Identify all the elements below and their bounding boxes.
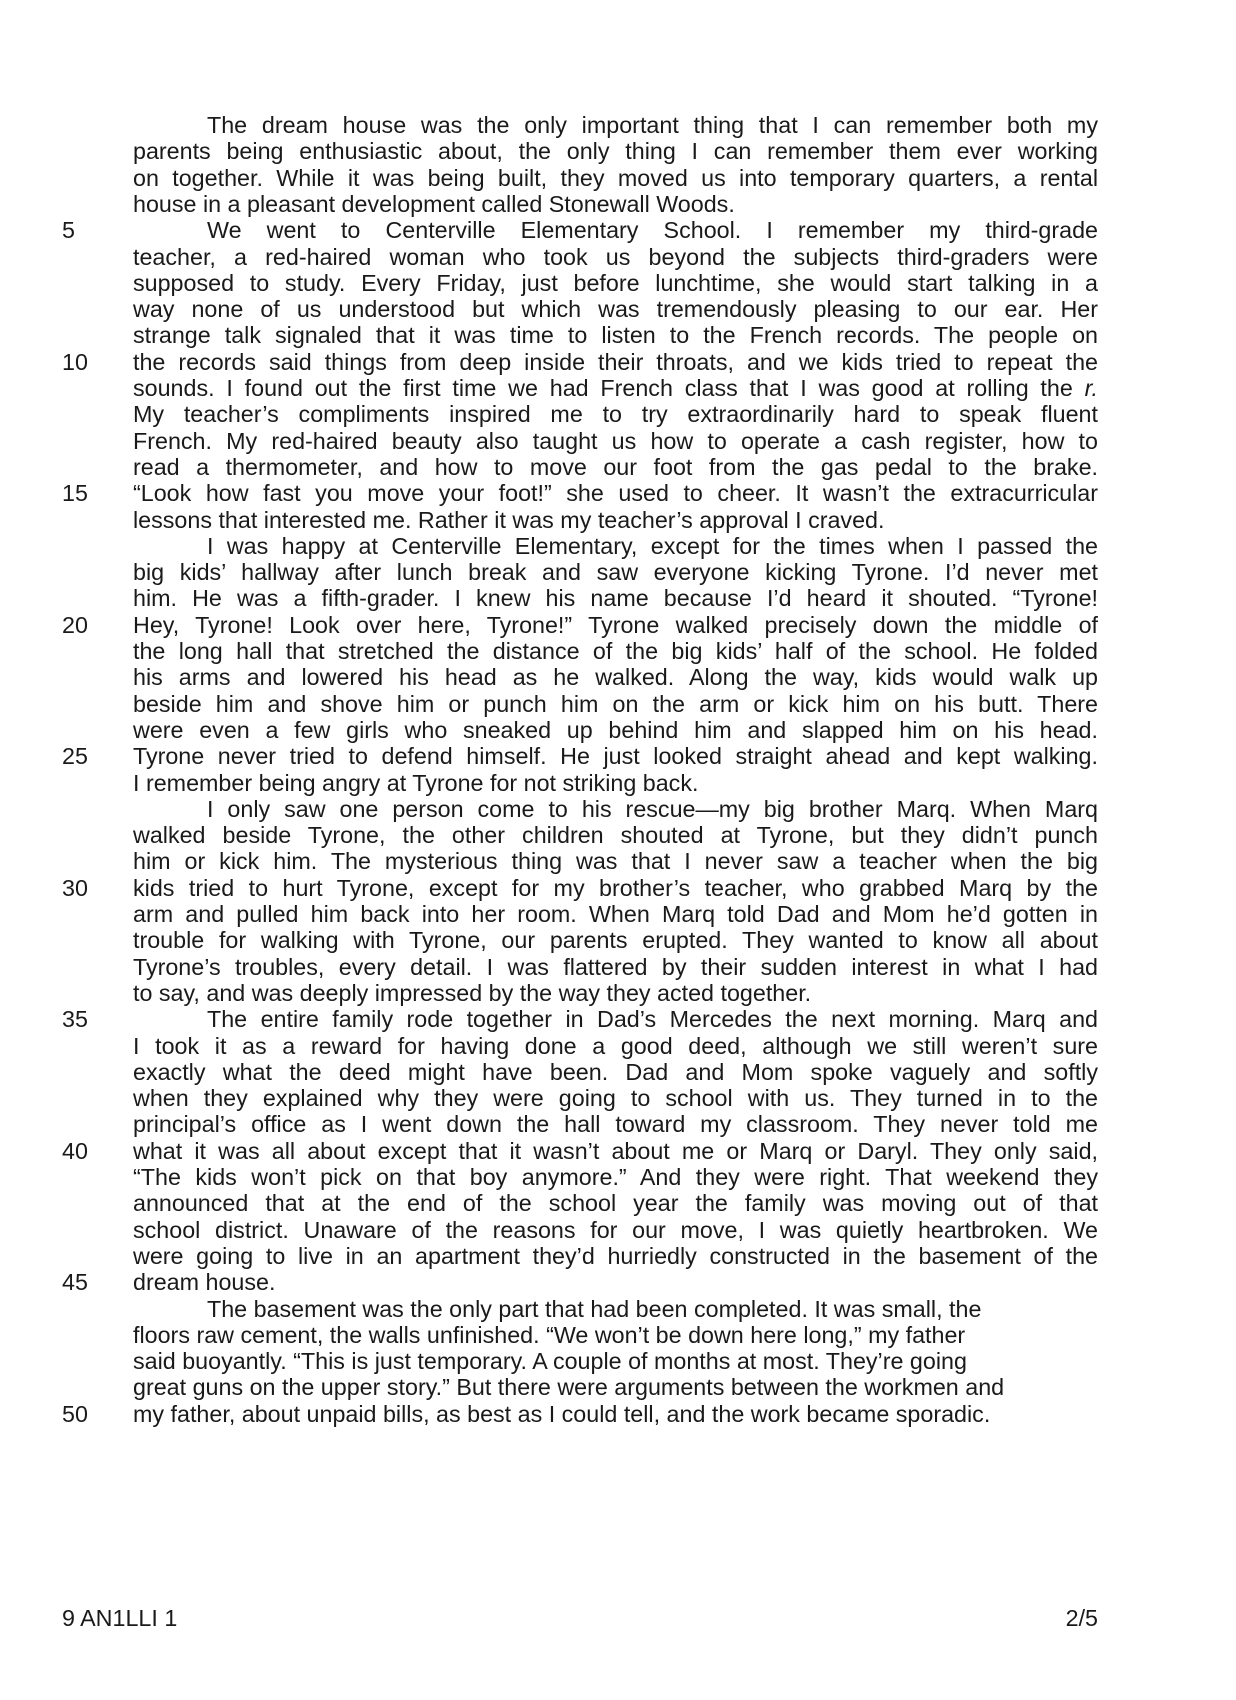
passage-line xyxy=(207,111,1098,140)
passage-line xyxy=(133,979,1098,1008)
passage-line-text: parents being enthusiastic about, the only thing I can remember them ever working xyxy=(133,138,1098,165)
passage-line-text: trouble for walking with Tyrone, our parents erupted. They wanted to know all about xyxy=(133,927,1098,954)
passage-line-text: exactly what the deed might have been. Dad and Mom spoke vaguely and softly xyxy=(133,1058,1098,1085)
passage-line-text: house in a pleasant development called Stonewall Woods. xyxy=(133,190,735,217)
passage-line xyxy=(207,532,1098,561)
line-number: 5 xyxy=(62,217,75,244)
passage-line-text: arm and pulled him back into her room. When Marq told Dad and Mom he’d gotten in xyxy=(133,901,1098,927)
passage-line xyxy=(133,1347,1098,1376)
passage-line-text: “The kids won’t pick on that boy anymore.” And they were right. That weekend they xyxy=(133,1164,1098,1190)
passage-line-text: floors raw cement, the walls unfinished. “We won’t be down here long,” my father xyxy=(133,1321,966,1348)
passage-line xyxy=(207,1295,1098,1324)
italic-letter: r. xyxy=(1084,375,1098,401)
passage-line xyxy=(133,558,1098,587)
passage-line-text: great guns on the upper story.” But there were arguments between the workmen and xyxy=(133,1374,1005,1401)
passage-line xyxy=(133,479,1098,508)
passage-line xyxy=(133,1058,1098,1087)
passage-line xyxy=(133,821,1098,850)
passage-line-text: The entire family rode together in Dad’s Mercedes the next morning. Marq and xyxy=(207,1006,1098,1033)
passage-line-text: sounds. I found out the first time we had French class that I was good at rolling the xyxy=(133,375,1073,401)
passage-line xyxy=(133,926,1098,955)
line-number: 20 xyxy=(62,611,88,638)
passage-line-text: The basement was the only part that had been completed. It was small, the xyxy=(207,1295,982,1322)
passage-line xyxy=(133,1189,1098,1218)
line-number: 50 xyxy=(62,1400,88,1427)
passage-line-text: Tyrone never tried to defend himself. He just looked straight ahead and kept walking. xyxy=(133,743,1098,770)
passage-line-text: Hey, Tyrone! Look over here, Tyrone!” Tyrone walked precisely down the middle of xyxy=(133,611,1098,638)
passage-line-text: supposed to study. Every Friday, just before lunchtime, she would start talking in a xyxy=(133,269,1098,296)
passage-line xyxy=(133,637,1098,666)
passage-line xyxy=(133,847,1098,876)
passage-line-text: the records said things from deep inside their throats, and we kids tried to repeat the xyxy=(133,348,1098,375)
passage-line xyxy=(133,400,1098,429)
passage-line xyxy=(133,243,1098,272)
passage-line xyxy=(133,1110,1098,1139)
passage-line xyxy=(133,190,1098,219)
passage-line-text: I was happy at Centerville Elementary, except for the times when I passed the xyxy=(207,532,1098,559)
passage-line-text: I only saw one person come to his rescue—my big brother Marq. When Marq xyxy=(207,795,1098,822)
line-number: 15 xyxy=(62,480,88,507)
passage-line xyxy=(207,1005,1098,1034)
passage-line-text: walked beside Tyrone, the other children shouted at Tyrone, but they didn’t punch xyxy=(133,822,1098,849)
passage-line-text: strange talk signaled that it was time to listen to the French records. The people on xyxy=(133,322,1098,349)
passage-line xyxy=(133,453,1098,482)
passage-line-text: beside him and shove him or punch him on the arm or kick him on his butt. There xyxy=(133,690,1098,717)
passage-line-text: dream house. xyxy=(133,1269,276,1296)
passage-line xyxy=(133,953,1098,982)
footer-code: 9 AN1LLI 1 xyxy=(62,1605,178,1631)
passage-line-text: I remember being angry at Tyrone for not striking back. xyxy=(133,769,699,796)
passage-line xyxy=(133,1163,1098,1192)
passage-line-text: principal’s office as I went down the hall toward my classroom. They never told me xyxy=(133,1111,1098,1138)
passage-line-text: teacher, a red-haired woman who took us beyond the subjects third-graders were xyxy=(133,243,1098,270)
passage-line xyxy=(133,1373,1098,1402)
passage-line-text: said buoyantly. “This is just temporary. A couple of months at most. They’re going xyxy=(133,1348,967,1375)
passage-line-text: were even a few girls who sneaked up behind him and slapped him on his head. xyxy=(133,716,1098,743)
footer-page-number: 2/5 xyxy=(1065,1605,1098,1631)
passage-line-text: my father, about unpaid bills, as best as I could tell, and the work became sporadic. xyxy=(133,1400,991,1427)
passage-line-text: were going to live in an apartment they’d hurriedly constructed in the basement of the xyxy=(133,1242,1098,1269)
passage-line-text: on together. While it was being built, they moved us into temporary quarters, a rental xyxy=(133,164,1098,191)
passage-line-text: way none of us understood but which was tremendously pleasing to our ear. Her xyxy=(133,296,1098,323)
passage-line xyxy=(133,584,1098,613)
passage-line xyxy=(133,663,1098,692)
passage-line xyxy=(133,1137,1098,1166)
line-number: 25 xyxy=(62,743,88,770)
passage-line-text: My teacher’s compliments inspired me to try extraordinarily hard to speak fluent xyxy=(133,401,1098,428)
passage-line xyxy=(133,295,1098,324)
passage-line xyxy=(133,1216,1098,1245)
passage-line xyxy=(133,1242,1098,1271)
passage-line-text: big kids’ hallway after lunch break and saw everyone kicking Tyrone. I’d never met xyxy=(133,559,1098,586)
passage-line xyxy=(133,1032,1098,1061)
passage-line xyxy=(133,1400,1098,1429)
passage-line xyxy=(133,611,1098,640)
passage-line xyxy=(133,164,1098,193)
passage-line-text: him. He was a fifth-grader. I knew his name because I’d heard it shouted. “Tyrone! xyxy=(133,585,1098,612)
passage-line-text: what it was all about except that it wasn’t about me or Marq or Daryl. They only said, xyxy=(133,1137,1098,1164)
passage-line xyxy=(133,374,1098,403)
line-number: 35 xyxy=(62,1006,88,1033)
line-number: 30 xyxy=(62,874,88,901)
passage-line-text: lessons that interested me. Rather it was my teacher’s approval I craved. xyxy=(133,506,885,533)
passage-line xyxy=(133,348,1098,377)
line-number: 40 xyxy=(62,1137,88,1164)
passage-line xyxy=(133,874,1098,903)
passage-line-text: him or kick him. The mysterious thing was that I never saw a teacher when the big xyxy=(133,848,1098,875)
passage-line xyxy=(133,506,1098,535)
passage-line-text: announced that at the end of the school year the family was moving out of that xyxy=(133,1190,1098,1217)
passage-line-text: Tyrone’s troubles, every detail. I was flattered by their sudden interest in what I had xyxy=(133,953,1098,980)
passage-line-text: when they explained why they were going to school with us. They turned in to the xyxy=(133,1085,1098,1112)
passage-line xyxy=(133,269,1098,298)
passage-line xyxy=(133,1268,1098,1297)
passage-line xyxy=(207,795,1098,824)
line-number: 10 xyxy=(62,348,88,375)
passage-line xyxy=(133,690,1098,719)
passage-line xyxy=(133,427,1098,456)
passage-line-text: French. My red-haired beauty also taught us how to operate a cash register, how to xyxy=(133,427,1098,454)
passage-line xyxy=(133,1321,1098,1350)
passage-line-text: kids tried to hurt Tyrone, except for my brother’s teacher, who grabbed Marq by the xyxy=(133,874,1098,901)
passage-line-text: to say, and was deeply impressed by the way they acted together. xyxy=(133,979,812,1006)
passage-line xyxy=(133,769,1098,798)
passage-line xyxy=(133,742,1098,771)
passage-line-text: read a thermometer, and how to move our foot from the gas pedal to the brake. xyxy=(133,453,1098,480)
passage-line xyxy=(133,1084,1098,1113)
passage-line-text: The dream house was the only important thing that I can remember both my xyxy=(207,112,1098,138)
passage-line xyxy=(133,321,1098,350)
passage-line-text: the long hall that stretched the distance of the big kids’ half of the school. He folded xyxy=(133,638,1098,664)
passage-line xyxy=(133,137,1098,166)
line-number: 45 xyxy=(62,1269,88,1296)
passage-line xyxy=(133,716,1098,745)
passage-line-text: his arms and lowered his head as he walked. Along the way, kids would walk up xyxy=(133,664,1098,691)
passage-line xyxy=(133,900,1098,929)
passage-line-text: I took it as a reward for having done a good deed, although we still weren’t sure xyxy=(133,1032,1098,1059)
passage-line xyxy=(207,216,1098,245)
passage-line-text: “Look how fast you move your foot!” she used to cheer. It wasn’t the extracurricular xyxy=(133,480,1098,507)
passage-line-text: We went to Centerville Elementary School. I remember my third-grade xyxy=(207,217,1098,244)
passage-line-text: school district. Unaware of the reasons for our move, I was quietly heartbroken. We xyxy=(133,1216,1098,1243)
